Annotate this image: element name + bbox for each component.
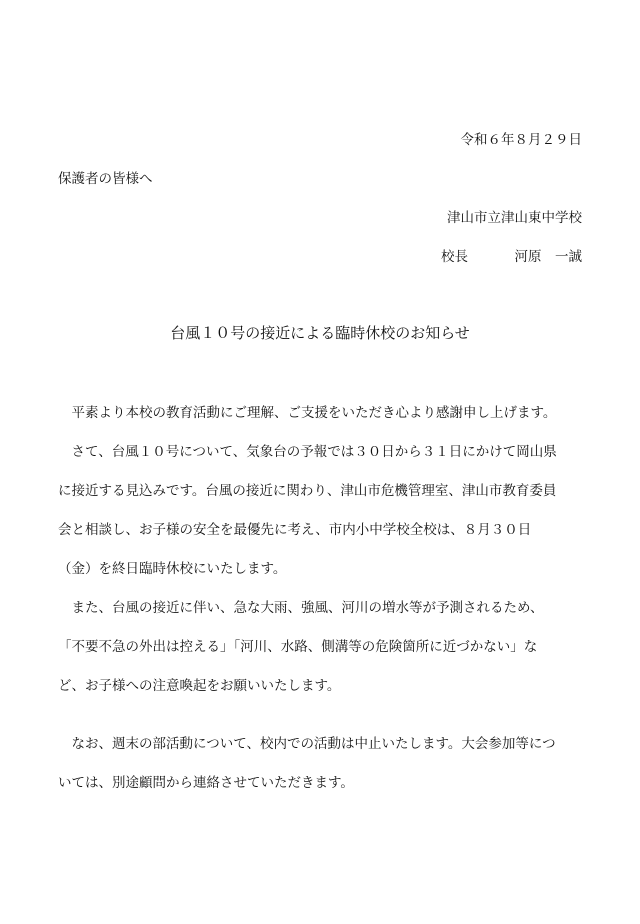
body-line: 会と相談し、お子様の安全を最優先に考え、市内小中学校全校は、８月３０日 xyxy=(58,522,532,538)
body-line: 平素より本校の教育活動にご理解、ご支援をいただき心より感謝申し上げます。 xyxy=(58,405,557,421)
body-line: また、台風の接近に伴い、急な大雨、強風、河川の増水等が予測されるため、 xyxy=(58,600,544,616)
principal-title: 校長 xyxy=(441,249,468,265)
body-line: （金）を終日臨時休校にいたします。 xyxy=(58,561,287,577)
issue-date: 令和６年８月２９日 xyxy=(460,132,582,148)
school-name: 津山市立津山東中学校 xyxy=(447,210,582,226)
body-line: ど、お子様への注意喚起をお願いいたします。 xyxy=(58,678,341,694)
body-line: なお、週末の部活動について、校内での活動は中止いたします。大会参加等につ xyxy=(58,736,556,752)
page-title: 台風１０号の接近による臨時休校のお知らせ xyxy=(170,324,470,342)
body-line: さて、台風１０号について、気象台の予報では３０日から３１日にかけて岡山県 xyxy=(58,444,557,460)
body-line: 「不要不急の外出は控える」「河川、水路、側溝等の危険箇所に近づかない」な xyxy=(58,639,538,655)
recipient: 保護者の皆様へ xyxy=(58,171,153,187)
principal-name: 河原 一誠 xyxy=(514,249,582,265)
body-line: いては、別途顧問から連絡させていただきます。 xyxy=(58,775,354,791)
body-line: に接近する見込みです。台風の接近に関わり、津山市危機管理室、津山市教育委員 xyxy=(58,483,557,499)
